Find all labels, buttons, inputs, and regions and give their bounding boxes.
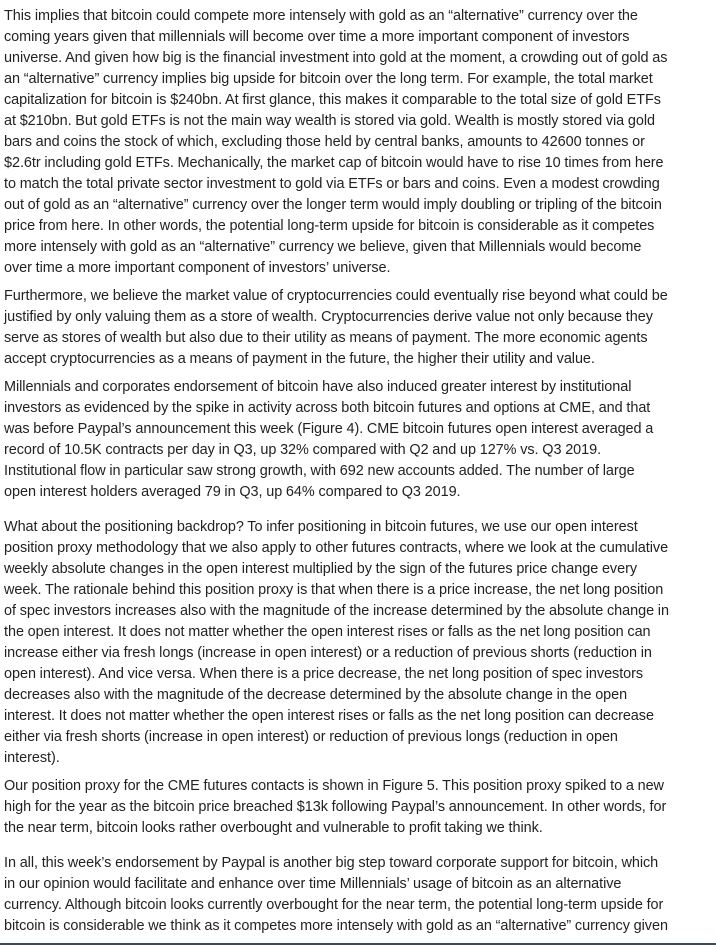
text-line: open interest holders averaged 79 in Q3, up 64% compared to Q3 2019. [4, 484, 461, 500]
text-line: of spec investors increases also with the magnitude of the increase determined by the absolute change in [4, 603, 669, 619]
paragraph-conclusion [4, 853, 712, 937]
text-line: in our opinion would facilitate and enhance over time Millennials’ usage of bitcoin as an alternative [4, 876, 622, 892]
text-line: decreases also with the magnitude of the decrease determined by the absolute change in the open [4, 687, 628, 703]
text-line: bars and coins the stock of which, excluding those held by central banks, amounts to 42600 tonnes or [4, 134, 645, 150]
text-line: capitalization for bitcoin is $240bn. At first glance, this makes it comparable to the total size of gold ETFs [4, 92, 661, 108]
text-line: interest. It does not matter whether the open interest rises or falls as the net long position can decrease [4, 708, 654, 724]
text-line: at $210bn. But gold ETFs is not the main way wealth is stored via gold. Wealth is mostly stored via gold [4, 113, 655, 129]
text-line: weekly absolute changes in the open interest multiplied by the sign of the futures price change every [4, 561, 638, 577]
text-line: This implies that bitcoin could compete more intensely with gold as an “alternative” currency over the [4, 8, 638, 24]
text-line: position proxy methodology that we also apply to other futures contracts, where we look at the cumulative [4, 540, 669, 556]
text-line: coming years given that millennials will become over time a more important component of investors [4, 29, 630, 45]
text-line: accept cryptocurrencies as a means of payment in the future, the higher their utility and value. [4, 351, 595, 367]
text-line: price from here. In other words, the potential long-term upside for bitcoin is considerable as it competes [4, 218, 655, 234]
text-line: currency. Although bitcoin looks currently overbought for the near term, the potential long-term upside for [4, 897, 664, 913]
text-line: high for the year as the bitcoin price breached $13k following Paypal’s announcement. In other words, for [4, 799, 667, 815]
text-line: serve as stores of wealth but also due to their utility as means of payment. The more economic agents [4, 330, 648, 346]
text-line: to match the total private sector investment to gold via ETFs or bars and coins. Even a modest crowding [4, 176, 660, 192]
text-line: investors as evidenced by the spike in activity across both bitcoin futures and options at CME, and that [4, 400, 651, 416]
text-line: Institutional flow in particular saw strong growth, with 692 new accounts added. The number of large [4, 463, 635, 479]
text-line: $2.6tr including gold ETFs. Mechanically, the market cap of bitcoin would have to rise 10 times from here [4, 155, 664, 171]
paragraph-cryptocurrency-value [4, 286, 712, 370]
paragraph-bitcoin-vs-gold [4, 6, 712, 279]
text-line: bitcoin is considerable we think as it competes more intensely with gold as an “alternative” currency given [4, 918, 668, 934]
text-line: record of 10.5K contracts per day in Q3, up 32% compared with Q2 and up 127% vs. Q3 2019. [4, 442, 602, 458]
text-line: open interest). And vice versa. When there is a price decrease, the net long position of spec investors [4, 666, 644, 682]
text-line: an “alternative” currency implies big upside for bitcoin over the long term. For example, the total market [4, 71, 653, 87]
paragraph-positioning-backdrop [4, 517, 712, 769]
text-line: the near term, bitcoin looks rather overbought and vulnerable to profit taking we think. [4, 820, 543, 836]
text-line: was before Paypal’s announcement this week (Figure 4). CME bitcoin futures open interest averaged a [4, 421, 654, 437]
text-line: week. The rationale behind this position proxy is that when there is a price increase, the net long position [4, 582, 664, 598]
text-line: the open interest. It does not matter whether the open interest rises or falls as the net long position can [4, 624, 651, 640]
paragraph-institutional-interest [4, 377, 712, 503]
text-line: more intensely with gold as an “alternative” currency we believe, given that Millennials would become [4, 239, 642, 255]
paragraph-position-proxy [4, 776, 712, 839]
text-line: Furthermore, we believe the market value of cryptocurrencies could eventually rise beyond what could be [4, 288, 668, 304]
document-body [4, 6, 712, 944]
text-line: In all, this week’s endorsement by Paypal is another big step toward corporate support for bitcoin, which [4, 855, 659, 871]
text-line: justified by only valuing them as a store of wealth. Cryptocurrencies derive value not only because they [4, 309, 653, 325]
text-line: out of gold as an “alternative” currency over the longer term would imply doubling or tripling of the bitcoin [4, 197, 662, 213]
text-line: either via fresh shorts (increase in open interest) or reduction of previous longs (reduction in open [4, 729, 618, 745]
text-line: increase either via fresh longs (increase in open interest) or a reduction of previous shorts (reduction in [4, 645, 652, 661]
text-line: Our position proxy for the CME futures contacts is shown in Figure 5. This position proxy spiked to a new [4, 778, 664, 794]
text-line: What about the positioning backdrop? To infer positioning in bitcoin futures, we use our open interest [4, 519, 638, 535]
text-line: over time a more important component of investors’ universe. [4, 260, 391, 276]
text-line: Millennials and corporates endorsement of bitcoin have also induced greater interest by institutional [4, 379, 632, 395]
text-line: interest). [4, 750, 60, 766]
text-line: universe. And given how big is the financial investment into gold at the moment, a crowding out of gold as [4, 50, 668, 66]
